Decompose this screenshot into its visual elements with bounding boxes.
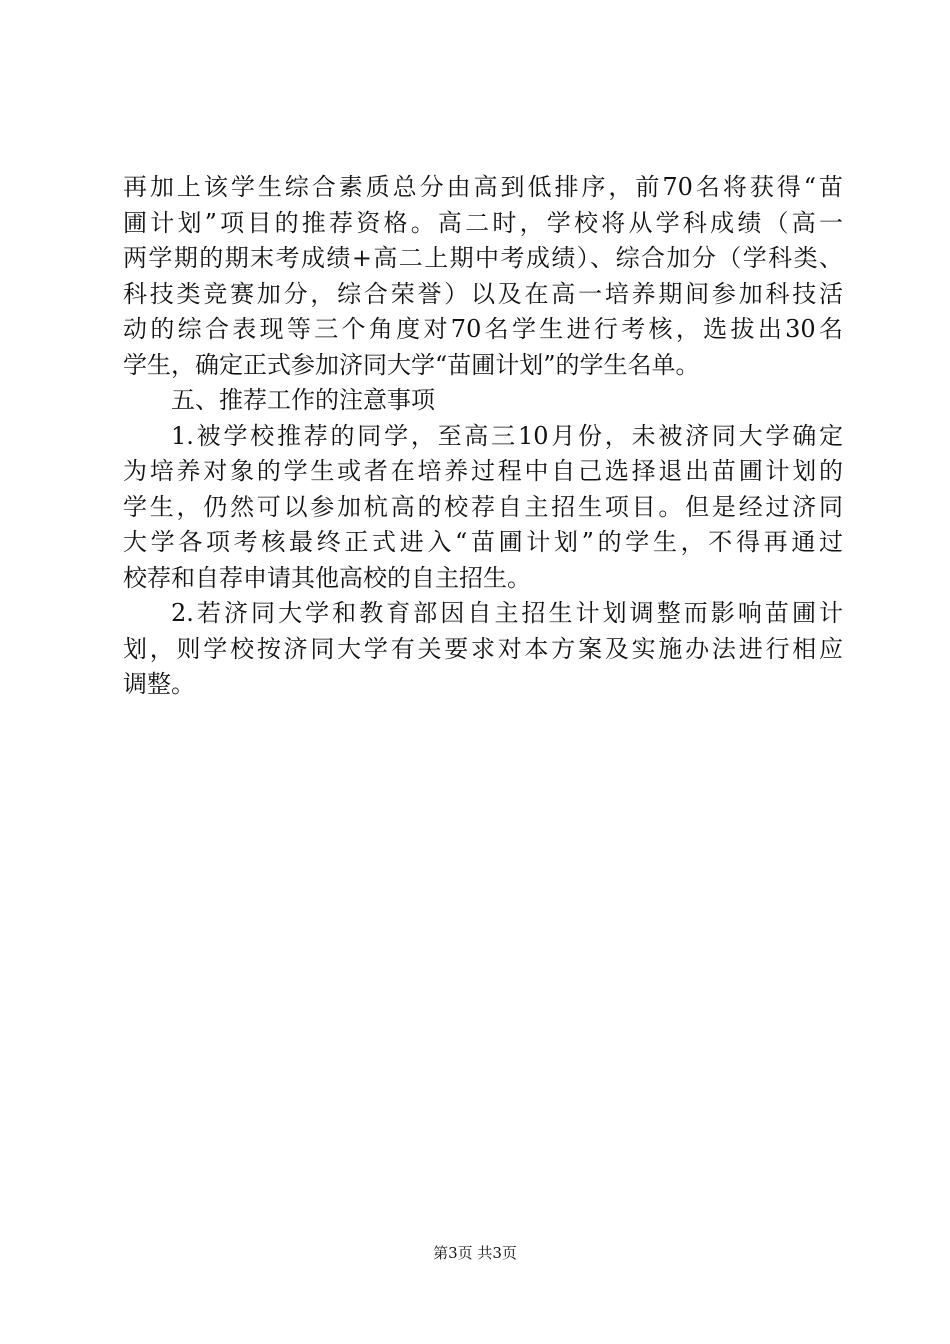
text-line: 校荐和自荐申请其他高校的自主招生。: [123, 563, 531, 592]
text-line: 动的综合表现等三个角度对70名学生进行考核，选拔出30名: [123, 315, 843, 343]
text-line: 学生，仍然可以参加杭高的校荐自主招生项目。但是经过济同: [123, 492, 843, 521]
text-line: 圃计划”项目的推荐资格。高二时，学校将从学科成绩（高一: [123, 208, 843, 237]
text-line: 科技类竞赛加分，综合荣誉）以及在高一培养期间参加科技活: [123, 279, 843, 308]
page-footer: 第3页 共3页: [433, 1244, 517, 1262]
text-line: 两学期的期末考成绩+高二上期中考成绩）、综合加分（学科类、: [123, 244, 843, 272]
text-line: 五、推荐工作的注意事项: [171, 386, 435, 414]
text-line: 1.被学校推荐的同学，至高三10月份，未被济同大学确定: [171, 421, 843, 450]
text-line: 大学各项考核最终正式进入“苗圃计划”的学生，不得再通过: [123, 528, 843, 556]
text-line: 为培养对象的学生或者在培养过程中自己选择退出苗圃计划的: [123, 457, 843, 485]
text-line: 2.若济同大学和教育部因自主招生计划调整而影响苗圃计: [171, 599, 843, 627]
text-line: 调整。: [123, 670, 195, 698]
text-line: 学生，确定正式参加济同大学“苗圃计划”的学生名单。: [123, 350, 700, 379]
text-line: 划，则学校按济同大学有关要求对本方案及实施办法进行相应: [123, 634, 843, 663]
text-line: 再加上该学生综合素质总分由高到低排序，前70名将获得“苗: [123, 173, 843, 201]
document-body: [123, 170, 843, 703]
